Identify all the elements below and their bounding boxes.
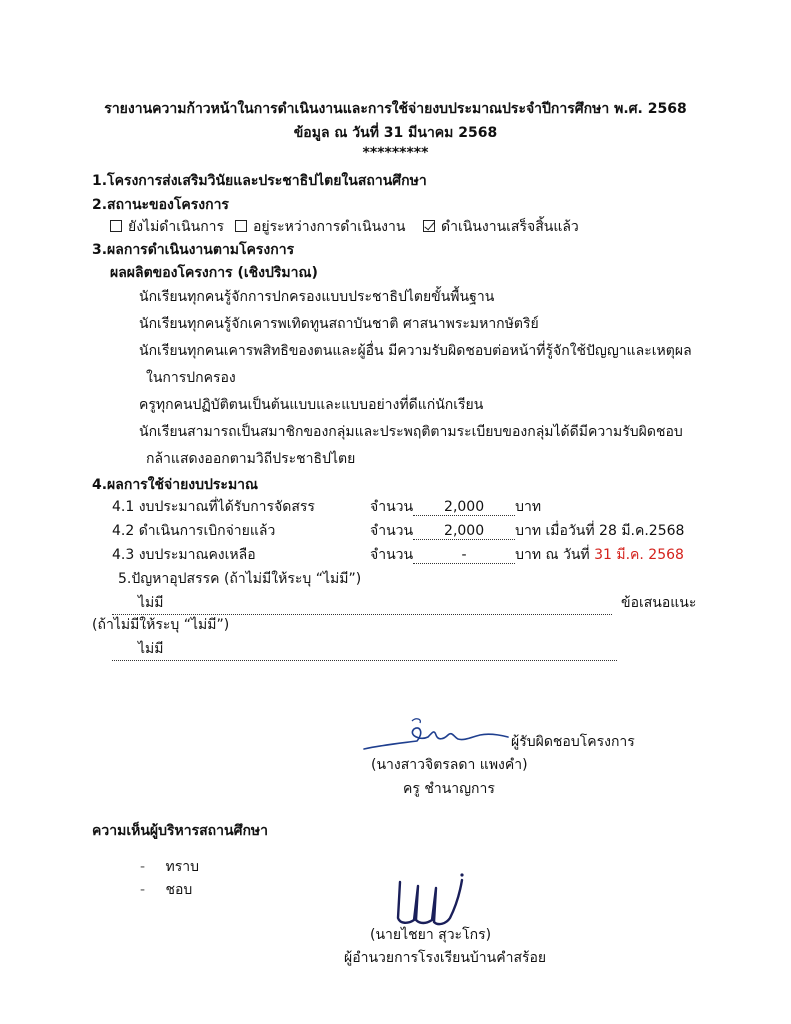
amount-prefix: จำนวน <box>370 499 414 515</box>
amount-prefix: จำนวน <box>370 523 414 539</box>
opinion-item-approve <box>140 879 192 901</box>
opinion-item-acknowledge <box>140 856 199 878</box>
budget-heading: 4.ผลการใช้จ่ายงบประมาณ <box>92 477 259 493</box>
problems-field[interactable] <box>112 592 612 615</box>
status-option-in-progress[interactable] <box>235 216 405 238</box>
budget-allocated-amount <box>370 496 541 518</box>
amount-unit: บาท <box>515 523 542 539</box>
amount-unit: บาท <box>515 499 542 515</box>
problems-value-line <box>112 592 612 615</box>
output-quantity-subheading: ผลผลิตของโครงการ (เชิงปริมาณ) <box>110 265 318 281</box>
suggestion-field[interactable] <box>112 638 617 661</box>
report-title: รายงานความก้าวหน้าในการดำเนินงานและการใช้จ่ายงบประมาณประจำปีการศึกษา พ.ศ. 2568 <box>104 101 687 117</box>
suggestion-value-line <box>112 638 617 661</box>
director-signature <box>392 872 472 932</box>
status-option-not-started[interactable] <box>110 216 224 238</box>
bullet-dash: - <box>140 882 146 898</box>
spent-date: เมื่อวันที่ 28 มี.ค.2568 <box>545 523 685 539</box>
project-status-heading: 2.สถานะของโครงการ <box>92 197 229 213</box>
amount-unit: บาท <box>515 547 542 563</box>
output-line-continuation: กล้าแสดงออกตามวิถีประชาธิปไตย <box>146 451 356 467</box>
director-position: ผู้อำนวยการโรงเรียนบ้านคำสร้อย <box>344 950 547 966</box>
problems-heading: 5.ปัญหาอุปสรรค (ถ้าไม่มีให้ระบุ “ไม่มี”) <box>118 571 362 587</box>
project-lead-role: ผู้รับผิดชอบโครงการ <box>511 734 635 750</box>
project-lead-position: ครู ชำนาญการ <box>403 781 495 797</box>
project-lead-name: (นางสาวจิตรลดา แพงคำ) <box>371 757 528 773</box>
amount-value: 2,000 <box>413 523 515 540</box>
separator-stars: ********* <box>362 145 429 161</box>
budget-allocated-label: 4.1 งบประมาณที่ได้รับการจัดสรร <box>112 499 315 515</box>
director-name: (นายไชยา สุวะโกร) <box>370 927 492 943</box>
budget-remaining-amount <box>370 544 684 566</box>
checkbox-icon[interactable] <box>110 220 122 232</box>
status-option-label: ดำเนินงานเสร็จสิ้นแล้ว <box>441 219 579 235</box>
budget-remaining-label: 4.3 งบประมาณคงเหลือ <box>112 547 256 563</box>
output-line: นักเรียนทุกคนรู้จักเคารพเทิดทูนสถาบันชาติ ศาสนาพระมหากษัตริย์ <box>139 316 539 332</box>
remaining-date: 31 มี.ค. 2568 <box>594 547 684 563</box>
remaining-date-prefix: ณ วันที่ <box>545 547 590 563</box>
checkbox-icon[interactable] <box>235 220 247 232</box>
output-line: นักเรียนทุกคนเคารพสิทธิของตนและผู้อื่น มีความรับผิดชอบต่อหน้าที่รู้จักใช้ปัญญาและเหตุผล <box>139 343 692 359</box>
amount-value: 2,000 <box>413 499 515 516</box>
opinion-item-label: ชอบ <box>165 882 193 898</box>
output-line: ครูทุกคนปฏิบัติตนเป็นต้นแบบและแบบอย่างที่ดีแก่นักเรียน <box>139 397 484 413</box>
amount-value: - <box>413 547 515 564</box>
budget-spent-amount <box>370 520 684 542</box>
output-line-continuation: ในการปกครอง <box>146 370 236 386</box>
amount-prefix: จำนวน <box>370 547 414 563</box>
output-line: นักเรียนทุกคนรู้จักการปกครองแบบประชาธิปไตยขั้นพื้นฐาน <box>139 289 495 305</box>
status-option-label: อยู่ระหว่างการดำเนินงาน <box>253 219 406 235</box>
director-opinion-heading: ความเห็นผู้บริหารสถานศึกษา <box>92 823 269 839</box>
budget-spent-label: 4.2 ดำเนินการเบิกจ่ายแล้ว <box>112 523 276 539</box>
suggestion-note: (ถ้าไม่มีให้ระบุ “ไม่มี”) <box>92 617 230 633</box>
report-date-subtitle: ข้อมูล ณ วันที่ 31 มีนาคม 2568 <box>293 125 498 141</box>
checkbox-checked-icon[interactable] <box>423 220 435 232</box>
opinion-item-label: ทราบ <box>165 859 200 875</box>
results-heading: 3.ผลการดำเนินงานตามโครงการ <box>92 242 295 258</box>
project-name-heading: 1.โครงการส่งเสริมวินัยและประชาธิปไตยในสถานศึกษา <box>92 173 427 189</box>
status-option-label: ยังไม่ดำเนินการ <box>128 219 225 235</box>
output-line: นักเรียนสามารถเป็นสมาชิกของกลุ่มและประพฤติตามระเบียบของกลุ่มได้ดีมีความรับผิดชอบ <box>139 424 683 440</box>
status-option-completed[interactable] <box>423 216 579 238</box>
suggestion-label: ข้อเสนอแนะ <box>621 595 697 611</box>
problems-value: ไม่มี <box>138 595 164 611</box>
bullet-dash: - <box>140 859 146 875</box>
suggestion-value: ไม่มี <box>138 641 164 657</box>
